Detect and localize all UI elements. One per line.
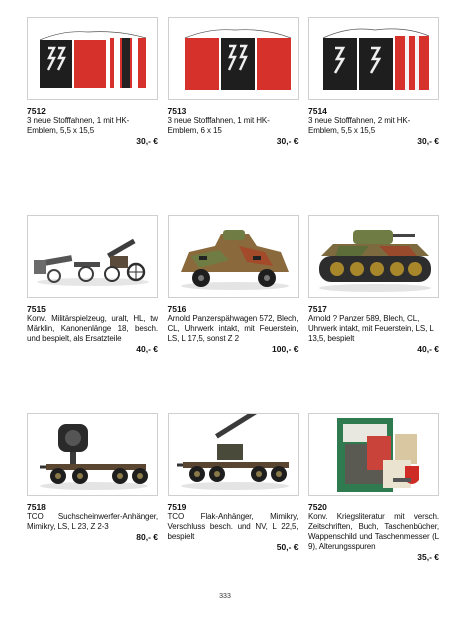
lot-row: [27, 413, 439, 611]
lot-description: Arnold ? Panzer 589, Blech, CL, Uhrwerk intakt, mit Feuerstein, LS, L 13,5, bespielt: [308, 314, 434, 343]
lot-row: [27, 215, 439, 413]
lot-price: 40,- €: [136, 344, 158, 354]
lot-description: Konv. Militärspielzeug, uralt, HL, tw Märklin, Kanonenlänge 18, besch. und bespielt, als Ersatzteile: [27, 314, 158, 343]
lot-price: 30,- €: [417, 136, 439, 146]
lot-description: 3 neue Stofffahnen, 1 mit HK-Emblem, 5,5 x 15,5: [27, 116, 130, 135]
lot-number: 7520: [308, 502, 327, 512]
lot-photo-flags[interactable]: [168, 17, 299, 100]
lot-row: [27, 17, 439, 215]
lot-card-7513: [168, 17, 299, 215]
lot-card-7516: [168, 215, 299, 413]
lot-card-7519: [168, 413, 299, 611]
lot-price: 100,- €: [272, 344, 299, 354]
lot-photo-armored-car[interactable]: [168, 215, 299, 298]
lot-photo-flags[interactable]: [308, 17, 439, 100]
lot-card-7520: [308, 413, 439, 611]
lot-description: 3 neue Stofffahnen, 2 mit HK-Emblem, 5,5 x 15,5: [308, 116, 411, 135]
lot-photo-literature[interactable]: [308, 413, 439, 496]
lot-photo-toy-guns[interactable]: [27, 215, 158, 298]
lot-description: Konv. Kriegsliteratur mit versch. Zeitschriften, Buch, Taschenbücher, Wappenschild und Taschenmesser (L 9), Alterungsspuren: [308, 512, 439, 551]
lot-number: 7519: [167, 502, 187, 512]
lot-number: 7513: [167, 106, 187, 116]
lot-photo-flak-trailer[interactable]: [168, 413, 299, 496]
lot-number: 7512: [27, 106, 46, 116]
lot-card-7518: [27, 413, 158, 611]
lot-price: 40,- €: [417, 344, 439, 354]
page-number: 333: [219, 593, 231, 600]
lot-photo-searchlight-trailer[interactable]: [27, 413, 158, 496]
lot-number: 7514: [308, 106, 327, 116]
lot-number: 7515: [27, 304, 46, 314]
lot-number: 7518: [27, 502, 46, 512]
lot-card-7517: [308, 215, 439, 413]
lot-photo-tank[interactable]: [308, 215, 439, 298]
lot-card-7514: [308, 17, 439, 215]
lot-description: Arnold Panzerspähwagen 572, Blech, CL, Uhrwerk intakt, mit Feuerstein, LS, L 17,5, sonst Z 2: [167, 314, 299, 343]
lot-grid: [27, 17, 439, 611]
lot-price: 80,- €: [136, 532, 158, 542]
lot-card-7512: [27, 17, 158, 215]
lot-price: 30,- €: [136, 136, 158, 146]
lot-number: 7517: [308, 304, 327, 314]
lot-price: 50,- €: [276, 542, 299, 552]
lot-card-7515: [27, 215, 158, 413]
lot-price: 30,- €: [276, 136, 299, 146]
lot-photo-flags[interactable]: [27, 17, 158, 100]
lot-number: 7516: [167, 304, 187, 314]
lot-description: TCO Flak-Anhänger, Mimikry, Verschluss besch. und NV, L 22,5, bespielt: [167, 512, 299, 541]
lot-description: TCO Suchscheinwerfer-Anhänger, Mimikry, LS, L 23, Z 2-3: [27, 512, 158, 531]
lot-price: 35,- €: [417, 552, 439, 562]
lot-description: 3 neue Stofffahnen, 1 mit HK-Emblem, 6 x 15: [167, 116, 270, 135]
